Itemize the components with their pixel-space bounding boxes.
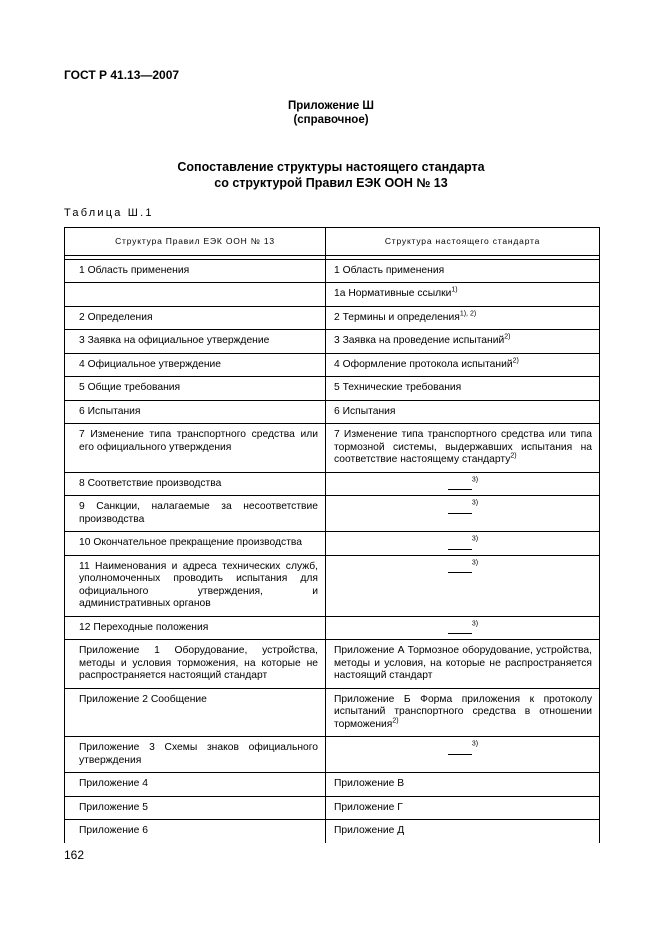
- cell-text: Приложение Д: [334, 825, 405, 836]
- cell-standard-structure: [326, 330, 600, 354]
- table-row: [65, 796, 600, 820]
- table-row: [65, 472, 600, 496]
- footnote-mark: 2): [392, 717, 399, 725]
- cell-rules-structure: [65, 283, 326, 307]
- cell-text: 6 Испытания: [79, 405, 141, 417]
- cell-text: 3 Заявка на проведение испытаний: [334, 335, 505, 346]
- cell-text: 1 Область применения: [334, 264, 445, 276]
- cell-text: Приложение Б Форма приложения к протоколу испытаний транспортного средства в отношении торможения: [334, 693, 592, 730]
- cell-text: Приложение 5: [79, 801, 148, 813]
- table-row: [65, 377, 600, 401]
- cell-standard-structure: [326, 532, 600, 556]
- cell-text: Приложение А Тормозное оборудование, устройства, методы и условия, на которые не распространяется настоящий стандарт: [334, 645, 592, 681]
- cell-rules-structure: [65, 496, 326, 532]
- footnote-reference: [334, 501, 592, 514]
- table-row: [65, 330, 600, 354]
- cell-text: 10 Окончательное прекращение производства: [79, 537, 302, 548]
- cell-standard-structure: [326, 259, 600, 283]
- cell-standard-structure: [326, 640, 600, 689]
- cell-text: 5 Технические требования: [334, 382, 462, 393]
- footnote-reference: [334, 478, 592, 491]
- table-row: [65, 283, 600, 307]
- footnote-mark: 1), 2): [459, 310, 477, 318]
- cell-standard-structure: [326, 688, 600, 737]
- cell-rules-structure: [65, 424, 326, 473]
- cell-text: 4 Оформление протокола испытаний: [334, 358, 513, 370]
- footnote-mark: 3): [471, 740, 479, 748]
- cell-rules-structure: [65, 472, 326, 496]
- table-row: [65, 737, 600, 773]
- blank-line: [448, 540, 472, 550]
- cell-text: Приложение Г: [334, 801, 403, 813]
- cell-standard-structure: [326, 353, 600, 377]
- table-row: [65, 306, 600, 330]
- cell-rules-structure: [65, 306, 326, 330]
- cell-text: Приложение 1 Оборудование, устройства, методы и условия торможения, на которые не распространяется настоящий стандарт: [79, 645, 318, 681]
- table-row: [65, 532, 600, 556]
- table-row: [65, 555, 600, 616]
- column-header-right: Структура настоящего стандарта: [326, 228, 600, 256]
- table-row: [65, 400, 600, 424]
- footnote-mark: 3): [471, 476, 479, 484]
- footnote-mark: 3): [471, 499, 479, 507]
- footnote-reference: [334, 561, 592, 574]
- cell-standard-structure: [326, 555, 600, 616]
- cell-text: 11 Наименования и адреса технических служб, уполномоченных проводить испытания для официального утверждения, и административных органов: [79, 560, 318, 609]
- table-row: [65, 353, 600, 377]
- annex-heading: [0, 99, 662, 127]
- cell-rules-structure: [65, 259, 326, 283]
- cell-standard-structure: [326, 400, 600, 424]
- cell-standard-structure: [326, 472, 600, 496]
- blank-line: [448, 480, 472, 490]
- document-code: ГОСТ Р 41.13—2007: [64, 68, 180, 82]
- cell-text: Приложение 6: [79, 825, 148, 836]
- cell-text: 7 Изменение типа транспортного средства или типа тормозной системы, выдержавших испытания на соответствие настоящему стандарту: [334, 429, 592, 465]
- cell-rules-structure: [65, 820, 326, 843]
- cell-text: 7 Изменение типа транспортного средства или его официального утверждения: [79, 429, 318, 453]
- cell-rules-structure: [65, 640, 326, 689]
- blank-line: [448, 745, 472, 755]
- cell-text: 2 Термины и определения: [334, 311, 460, 323]
- blank-line: [448, 563, 472, 573]
- cell-standard-structure: [326, 737, 600, 773]
- comparison-table: [64, 227, 600, 843]
- cell-rules-structure: [65, 400, 326, 424]
- cell-standard-structure: [326, 283, 600, 307]
- cell-rules-structure: [65, 616, 326, 640]
- main-title-line-2: со структурой Правил ЕЭК ООН № 13: [214, 176, 448, 190]
- table-row: [65, 424, 600, 473]
- annex-subtitle: (справочное): [293, 114, 369, 126]
- cell-standard-structure: [326, 377, 600, 401]
- blank-line: [448, 624, 472, 634]
- cell-standard-structure: [326, 424, 600, 473]
- cell-text: 4 Официальное утверждение: [79, 358, 222, 370]
- cell-text: Приложение В: [334, 778, 405, 789]
- cell-standard-structure: [326, 796, 600, 820]
- cell-standard-structure: [326, 616, 600, 640]
- footnote-reference: [334, 622, 592, 635]
- main-title-line-1: Сопоставление структуры настоящего стандарта: [177, 160, 485, 174]
- footnote-mark: 3): [471, 535, 479, 543]
- footnote-mark: 2): [510, 452, 517, 460]
- page-number: 162: [64, 848, 85, 862]
- column-header-left: Структура Правил ЕЭК ООН № 13: [65, 228, 326, 256]
- cell-rules-structure: [65, 688, 326, 737]
- cell-text: 8 Соответствие производства: [79, 477, 222, 489]
- table-row: [65, 640, 600, 689]
- footnote-mark: 3): [471, 620, 479, 628]
- footnote-mark: 2): [512, 357, 519, 365]
- cell-rules-structure: [65, 796, 326, 820]
- cell-standard-structure: [326, 306, 600, 330]
- table-header-row: [65, 228, 600, 256]
- cell-standard-structure: [326, 773, 600, 797]
- cell-text: 1 Область применения: [79, 264, 190, 276]
- cell-text: Приложение 4: [79, 778, 148, 789]
- cell-standard-structure: [326, 496, 600, 532]
- table-row: [65, 259, 600, 283]
- cell-rules-structure: [65, 737, 326, 773]
- table-row: [65, 773, 600, 797]
- cell-rules-structure: [65, 330, 326, 354]
- cell-text: 2 Определения: [79, 311, 153, 323]
- footnote-mark: 2): [504, 333, 511, 341]
- table-body: [65, 255, 600, 843]
- table-row: [65, 820, 600, 843]
- blank-line: [448, 504, 472, 514]
- cell-text: 3 Заявка на официальное утверждение: [79, 335, 270, 346]
- cell-rules-structure: [65, 555, 326, 616]
- cell-text: 9 Санкции, налагаемые за несоответствие производства: [79, 501, 318, 525]
- cell-text: 5 Общие требования: [79, 382, 181, 393]
- cell-standard-structure: [326, 820, 600, 843]
- footnote-mark: 1): [451, 286, 458, 294]
- cell-rules-structure: [65, 532, 326, 556]
- table-row: [65, 688, 600, 737]
- footnote-reference: [334, 742, 592, 755]
- comparison-table-wrapper: [64, 227, 599, 843]
- cell-text: 6 Испытания: [334, 405, 396, 417]
- footnote-mark: 3): [471, 559, 479, 567]
- cell-text: Приложение 3 Схемы знаков официального утверждения: [79, 742, 318, 766]
- cell-rules-structure: [65, 353, 326, 377]
- table-label: Таблица Ш.1: [64, 207, 154, 219]
- cell-text: Приложение 2 Сообщение: [79, 693, 207, 705]
- table-row: [65, 496, 600, 532]
- footnote-reference: [334, 537, 592, 550]
- main-title: [0, 159, 662, 191]
- table-row: [65, 616, 600, 640]
- cell-text: 12 Переходные положения: [79, 621, 209, 633]
- annex-title: Приложение Ш: [288, 100, 374, 112]
- cell-rules-structure: [65, 773, 326, 797]
- cell-rules-structure: [65, 377, 326, 401]
- cell-text: 1а Нормативные ссылки: [334, 288, 452, 299]
